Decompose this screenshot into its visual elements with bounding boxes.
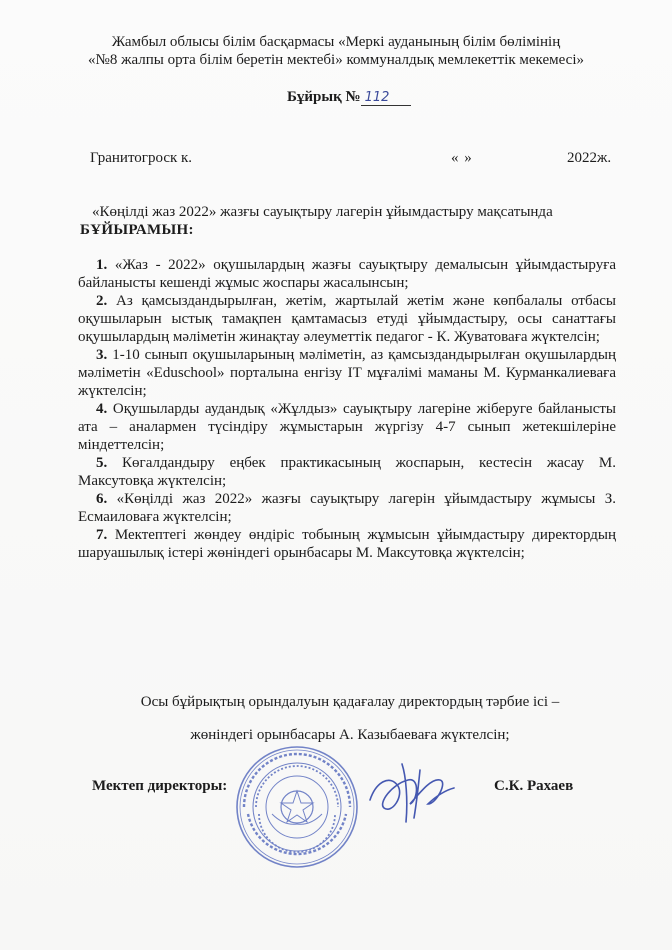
item-text: «Жаз - 2022» оқушылардың жазғы сауықтыру демалысын ұйымдастыруға байланысты кешенді жұмыс жоспары жасалынсын; [78,257,616,291]
item-number: 7. [96,527,108,543]
director-label: Мектеп директоры: [92,778,228,794]
order-item [78,526,616,562]
order-items [78,256,616,562]
item-number: 5. [96,455,108,471]
decree-heading: БҰЙЫРАМЫН: [80,222,194,238]
purpose-line: «Көңілді жаз 2022» жазғы сауықтыру лагерін ұйымдастыру мақсатында [92,204,553,220]
header-line-1: Жамбыл облысы білім басқармасы «Меркі ауданының білім бөлімінің [111,34,561,50]
item-number: 2. [96,293,108,309]
order-item [78,256,616,292]
item-text: «Көңілді жаз 2022» жазғы сауықтыру лагерін ұйымдастыру жұмысы З. Есмаиловаға жүктелсін; [78,491,616,525]
item-number: 6. [96,491,108,507]
director-signature [362,760,462,830]
item-number: 3. [96,347,108,363]
item-text: Оқушыларды аудандық «Жұлдыз» сауықтыру лагеріне жіберуге байланысты ата – аналармен түсіндіру жұмыстарын жүргізу 4-7 сынып жетекшілеріне міндеттелсін; [78,401,616,453]
item-text: Мектептегі жөндеу өндіріс тобының жұмысын ұйымдастыру директордың шаруашылық істері жөніндегі орынбасары М. Максутовқа жүктелсін; [78,527,616,561]
control-line-1: Осы бұйрықтың орындалуын қадағалау директордың тәрбие ісі – [140,694,560,710]
header-line-2: «№8 жалпы орта білім беретін мектебі» коммуналдық мемлекеттік мекемесі» [88,52,584,68]
item-text: Көгалдандыру еңбек практикасының жоспарын, кестесін жасау М. Максутовқа жүктелсін; [78,455,616,489]
order-item [78,454,616,490]
order-item [78,346,616,400]
order-item [78,400,616,454]
item-number: 4. [96,401,108,417]
official-stamp [234,744,360,870]
order-label: Бұйрық № [287,89,361,105]
director-name: С.К. Рахаев [494,778,574,794]
item-number: 1. [96,257,108,273]
city: Гранитогроск к. [90,150,193,166]
date-year: 2022ж. [567,150,612,166]
date-day: « » [451,150,473,166]
order-number: 112 [361,90,411,106]
control-line-2: жөніндегі орынбасары А. Казыбаеваға жүктелсін; [190,727,510,743]
item-text: 1-10 сынып оқушыларының мәліметін, аз қамсыздандырылған оқушылардың мәліметін «Eduschool» порталына енгізу IT мұғалімі маманы М. Курманкалиеваға жүктелсін; [78,347,616,399]
order-item [78,292,616,346]
order-title [287,89,411,106]
item-text: Аз қамсыздандырылған, жетім, жартылай жетім және көпбалалы отбасы оқушыларын ыстық тамақпен қамтамасыз етуді ұйымдастыру, осы санаттағы оқушылардың мәліметін жинақтау әлеуметтік педагог - К. Жуватоваға жүктелсін; [78,293,616,345]
order-item [78,490,616,526]
